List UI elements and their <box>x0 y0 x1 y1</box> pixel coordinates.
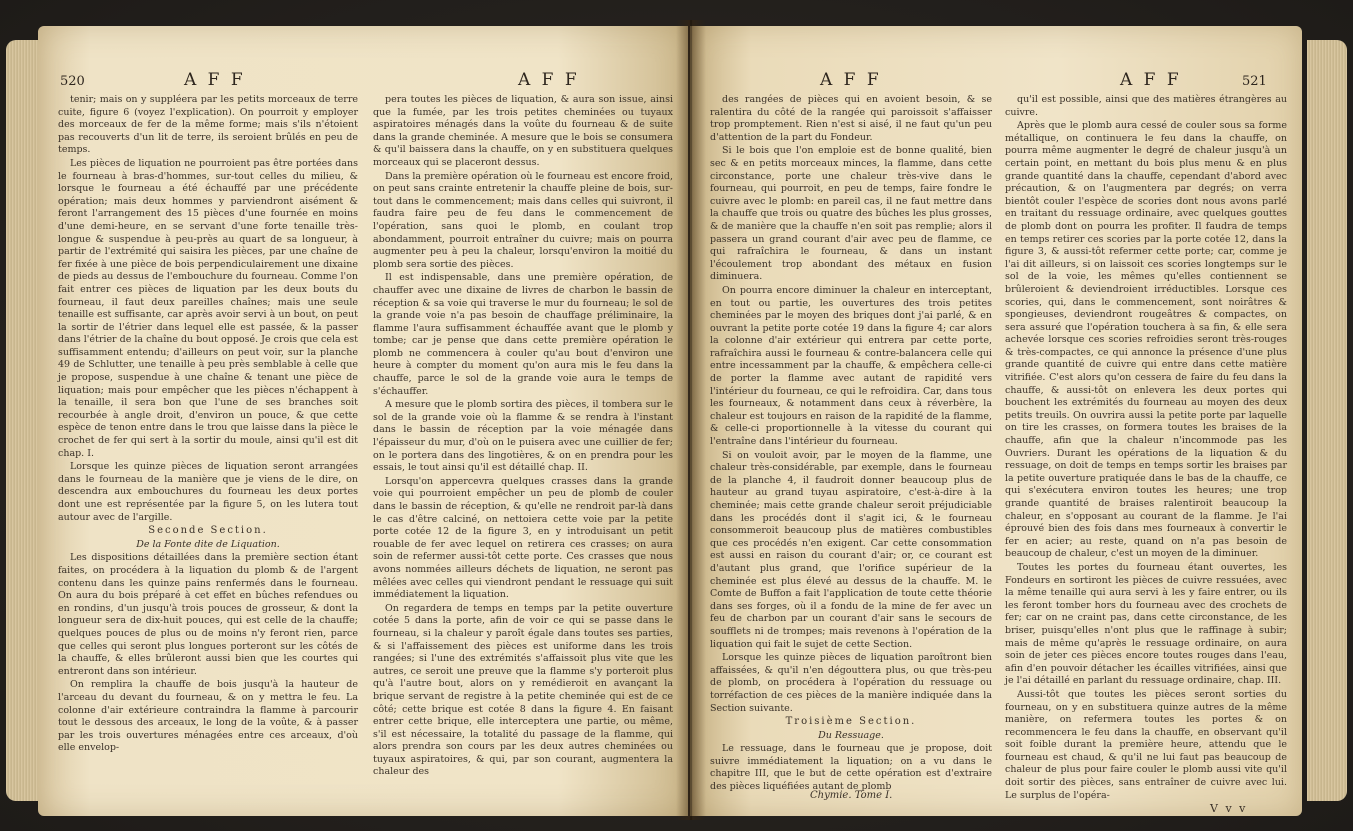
paragraph: Les pièces de liquation ne pourroient pas être portées dans le fourneau à bras-d'hommes, sur-tout celles du milieu, & lorsque le fourneau a été échauffé par une précédente opération; mais deux hommes y parviendront aisément & feront l'arrangement des 15 pièces d'une fournée en moins d'une demi-heure, en se servant d'une forte tenaille très-longue & suspendue à peu-près au quart de sa longueur, à partir de l'extrémité qui saisira les pièces, par une chaîne de fer fixée à une pièce de bois perpendiculairement une dixaine de pieds au dessus de l'embouchure du fourneau. Comme l'on fait entrer ces pièces de liquation par les deux bouts du fourneau, il faut deux pareilles chaînes; mais une seule tenaille est suffisante, car après avoir servi à un bout, on peut la sortir de l'étrier dans lequel elle est passée, & la passer dans l'étrier de la chaîne du bout opposé. Je crois que cela est suffisamment entendu; d'ailleurs on peut voir, sur la planche 49 de Schlutter, une tenaille à peu près semblable à celle que je propose, suspendue à une chaîne & tenant une pièce de liquation; mais pour empêcher que les pièces n'échappent à la tenaille, il sera bon que l'une de ses branches soit recourbée à angle droit, d'environ un pouce, & que cette espèce de tenon entre dans le trou que laisse dans la pièce le crochet de fer qui sert à la sortir du moule, ainsi qu'il est dit chap. I. <box>58 157 358 459</box>
left-page <box>38 26 688 816</box>
paragraph: tenir; mais on y suppléera par les petits morceaux de terre cuite, figure 6 (voyez l'explication). On pourroit y employer des morceaux de fer de la même forme; mais s'ils n'étoient pas recouverts d'un lit de terre, ils seroient brûlés en peu de temps. <box>58 94 358 156</box>
running-head: A F F <box>820 70 882 90</box>
paragraph: Si le bois que l'on emploie est de bonne qualité, bien sec & en petits morceaux minces, la flamme, dans cette circonstance, porte une chaleur très-vive dans le fourneau, qui pourroit, en peu de temps, faire fondre le cuivre avec le plomb: en pareil cas, il ne faut mettre dans la chauffe que trois ou quatre des bûches les plus grosses, & de manière que la chauffe n'en soit pas remplie; alors il passera un grand courant d'air avec peu de flamme, ce qui rafraîchira le fourneau, & dans un instant l'écoulement trop abondant des métaux en fusion diminuera. <box>710 145 992 283</box>
right-page <box>690 26 1302 816</box>
paragraph: On regardera de temps en temps par la petite ouverture cotée 5 dans la porte, afin de voir ce qui se passe dans le fourneau, si la chaleur y paroît égale dans toutes ses parties, & si l'affaissement des pièces est uniforme dans les trois rangées; si l'une des extrémités s'affaissoit plus vite que les autres, ce seroit une preuve que la flamme s'y porteroit plus qu'à l'autre bout, alors on y remédieroit en avançant la brique servant de registre à la petite cheminée qui est de ce côté; cette brique est cotée 8 dans la figure 4. En faisant entrer cette brique, elle interceptera une partie, ou même, s'il est nécessaire, la totalité du passage de la flamme, qui alors prendra son cours par les deux autres cheminées ou tuyaux aspiratoires, & qui, par son courant, augmentera la chaleur des <box>373 602 673 778</box>
paragraph: Lorsque les quinze pièces de liquation paroîtront bien affaissées, & qu'il n'en dégouttera plus, ou que très-peu de plomb, on procédera à l'opération du ressuage ou torréfaction de ces pièces de la manière indiquée dans la Section suivante. <box>710 652 992 714</box>
paragraph: Dans la première opération où le fourneau est encore froid, on peut sans crainte entretenir la chauffe pleine de bois, sur-tout dans le commencement; mais dans celles qui suivront, il faudra faire peu de feu dans le commencement de l'opération, sans quoi le plomb, en coulant trop abondamment, pourroit entraîner du cuivre; mais on pourra augmenter peu à peu la chaleur, lorsqu'environ la moitié du plomb sera sortie des pièces. <box>373 170 673 270</box>
left-page-column-2 <box>373 94 673 799</box>
section-title: Seconde Section. <box>148 525 268 537</box>
paragraph: Lorsqu'on appercevra quelques crasses dans la grande voie qui pourroient empêcher un peu de plomb de couler dans le bassin de réception, & qu'elle ne rendroit par-là dans le cas d'être calciné, on nettoiera cette voie par la petite porte cotée 12 de la figure 3, en y introduisant un petit rouable de fer avec lequel on retirera ces crasses; on aura soin de refermer aussi-tôt cette porte. Ces crasses que nous avons nommées ailleurs déchets de liquation, ne seront pas mêlées avec celles qui viendront pendant le ressuage qui suit immédiatement la liquation. <box>373 475 673 601</box>
page-number: 520 <box>60 74 85 89</box>
section-title: Troisième Section. <box>785 716 917 728</box>
footer-title: Chymie. Tome I. <box>810 790 893 801</box>
paragraph: Le ressuage, dans le fourneau que je propose, doit suivre immédiatement la liquation; on a vu dans le chapitre III, que le but de cette opération est d'extraire des pièces liquéfiées autant de plomb <box>710 743 992 793</box>
right-page-column-2 <box>1005 94 1287 799</box>
paragraph: qu'il est possible, ainsi que des matières étrangères au cuivre. <box>1005 94 1287 118</box>
paragraph: On remplira la chauffe de bois jusqu'à la hauteur de l'arceau du devant du fourneau, & on y mettra le feu. La colonne d'air extérieure contraindra la flamme à parcourir tout le dessous des arceaux, le long de la voûte, & à passer par les trois ouvertures ménagées entre ces arceaux, d'où elle envelop- <box>58 679 358 754</box>
paragraph: A mesure que le plomb sortira des pièces, il tombera sur le sol de la grande voie où la flamme & se rendra à l'instant dans le bassin de réception par la voie ménagée dans l'épaisseur du mur, d'où on le puisera avec une cuillier de fer; on le portera dans des lingotières, & on en prendra pour les essais, le tout ainsi qu'il est détaillé chap. II. <box>373 399 673 474</box>
paragraph: On pourra encore diminuer la chaleur en interceptant, en tout ou partie, les ouvertures des trois petites cheminées par le moyen des briques dont j'ai parlé, & en ouvrant la petite porte cotée 19 dans la figure 4; car alors la colonne d'air extérieur qui entrera par cette porte, rafraîchira aussi le fourneau & contre-balancera celle qui entre incessamment par la chauffe, & empêchera celle-ci de porter la flamme avec autant de rapidité vers l'intérieur du fourneau, ce qui le refroidira. Car, dans tous les fourneaux, & notamment dans ceux à réverbère, la chaleur est toujours en raison de la rapidité de la flamme, & celle-ci proportionnelle à la vitesse du courant qui l'entraîne dans l'intérieur du fourneau. <box>710 284 992 448</box>
paragraph: Lorsque les quinze pièces de liquation seront arrangées dans le fourneau de la manière que je viens de le dire, on descendra aux embouchures du fourneau les deux portes dont une est représentée par la figure 5, on les lutera tout autour avec de l'argille. <box>58 461 358 523</box>
paragraph: Aussi-tôt que toutes les pièces seront sorties du fourneau, on y en substituera quinze autres de la même manière, on refermera toutes les portes & on recommencera le feu dans la chauffe, en observant qu'il soit foible durant la première heure, attendu que le fourneau est chaud, & qu'il ne lui faut pas beaucoup de chaleur de plus pour faire couler le plomb aussi vite qu'il doit sortir des pièces, sans entraîner de cuivre avec lui. Le surplus de l'opéra- <box>1005 688 1287 801</box>
running-head: A F F <box>1120 70 1182 90</box>
section-subtitle: De la Fonte dite de Liquation. <box>136 538 280 550</box>
paragraph: Après que le plomb aura cessé de couler sous sa forme métallique, on continuera le feu dans la chauffe, on pourra même augmenter le degré de chaleur jusqu'à un certain point, en mettant du bois plus menu & en plus grande quantité dans la chauffe, cependant d'abord avec précaution, & on l'augmentera par degrés; on verra bientôt couler l'espèce de scories dont nous avons parlé en traitant du ressuage ordinaire, avec quelques gouttes de plomb dont on pourra les profiter. Il faudra de temps en temps retirer ces scories par la porte cotée 12, dans la figure 3, & aussi-tôt refermer cette porte; car, comme je l'ai dit ailleurs, si on laissoit ces scories longtemps sur le sol de la voie, les mêmes qu'elles contiennent se brûleroient & deviendroient irréductibles. Lorsque ces scories, qui, dans le commencement, sont noirâtres & spongieuses, deviendront rougeâtres & compactes, on sera assuré que l'opération touchera à sa fin, & elle sera achevée lorsque ces scories refroidies seront très-rouges & très-compactes, ce qui annonce la présence d'une plus grande quantité de cuivre qui entre dans cette matière vitrifiée. C'est alors qu'on cessera de faire du feu dans la chauffe, & aussi-tôt on enlevera les deux portes qui bouchent les extrémités du fourneau au moyen des deux petits treuils. On ouvrira aussi la petite porte par laquelle on tire les crasses, on formera toutes les braises de la chauffe, afin que la chaleur n'incommode pas les Ouvriers. Durant les opérations de la liquation & du ressuage, on doit de temps en temps sortir les braises par la petite ouverture pratiquée dans le bas de la chauffe, ce qui s'exécutera environ toutes les heures; une trop grande quantité de braises ralentiroit beaucoup la chaleur, en s'opposant au courant de la flamme. Je l'ai éprouvé bien des fois dans mes fourneaux à convertir le fer en acier; au reste, quand on n'a pas besoin de beaucoup de chaleur, c'est un moyen de la diminuer. <box>1005 120 1287 560</box>
right-page-column-1 <box>710 94 992 793</box>
book-gutter <box>676 20 706 820</box>
paragraph: Il est indispensable, dans une première opération, de chauffer avec une dixaine de livres de charbon le bassin de réception & sa voie qui traverse le mur du fourneau; le sol de la grande voie n'a pas besoin de chauffage préliminaire, la flamme l'aura suffisamment échauffée avant que le plomb y tombe; car je pense que dans cette première opération le plomb ne commencera à couler qu'au bout d'environ une heure à compter du moment qu'on aura mis le feu dans la chauffe, parce le sol de la grande voie aura le temps de s'échauffer. <box>373 272 673 397</box>
right-page-edges <box>1307 40 1347 801</box>
paragraph: Toutes les portes du fourneau étant ouvertes, les Fondeurs en sortiront les pièces de cuivre ressuées, avec la même tenaille qui aura servi à les y faire entrer, ou ils les feront tomber hors du fourneau avec des crochets de fer; car on ne craint pas, dans cette circonstance, de les briser, puisqu'elles n'ont plus que le raffinage à subir; mais de même qu'après le ressuage ordinaire, on aura soin de jeter ces pièces encore toutes rouges dans l'eau, afin d'en pouvoir détacher les écailles vitrifiées, ainsi que je l'ai détaillé en parlant du ressuage ordinaire, chap. III. <box>1005 561 1287 687</box>
signature-mark: V v v <box>1210 802 1248 815</box>
paragraph: Les dispositions détaillées dans la première section étant faites, on procédera à la liquation du plomb & de l'argent contenu dans les quinze pains renfermés dans le fourneau. On aura du bois préparé à cet effet en bûches refendues ou en rondins, d'un jusqu'à trois pouces de grosseur, & dont la longueur sera de dix-huit pouces, qui est celle de la chauffe; quelques pouces de plus ou de moins n'y feront rien, parce que celles qui seront plus longues porteront sur les côtés de la chauffe, & elles brûleront aussi bien que les courtes qui entreront dans son intérieur. <box>58 552 358 677</box>
paragraph: pera toutes les pièces de liquation, & aura son issue, ainsi que la fumée, par les trois petites cheminées ou tuyaux aspiratoires ménagés dans la voûte du fourneau & de suite dans la grande cheminée. A mesure que le bois se consumera & qu'il baissera dans la chauffe, on y en substituera quelques morceaux qui se placeront dessus. <box>373 94 673 168</box>
paragraph: des rangées de pièces qui en avoient besoin, & se ralentira du côté de la rangée qui paroissoit s'affaisser trop promptement. Rien n'est si aisé, il ne faut qu'un peu d'attention de la part du Fondeur. <box>710 94 992 143</box>
paragraph: Si on vouloit avoir, par le moyen de la flamme, une chaleur très-considérable, par exemple, dans le fourneau de la planche 4, il faudroit donner beaucoup plus de hauteur au grand tuyau aspiratoire, c'est-à-dire à la cheminée; mais cette grande chaleur seroit préjudiciable dans les procédés dont il s'agit ici, & le fourneau consommeroit beaucoup plus de matières combustibles que ces procédés n'en exigent. Car cette consommation est aussi en raison du courant d'air; or, ce courant est d'autant plus grand, que l'orifice supérieur de la cheminée est plus élevé au dessus de la chauffe. M. le Comte de Buffon a fait l'application de toute cette théorie dans ses forges, où il a fondu de la mine de fer avec un feu de charbon par un courant d'air sans le secours de soufflets ni de trompes; mais revenons à l'opération de la liquation qui fait le sujet de cette Section. <box>710 449 992 650</box>
running-head: A F F <box>518 70 580 90</box>
page-number: 521 <box>1242 74 1267 89</box>
left-page-column-1 <box>58 94 358 799</box>
running-head: A F F <box>184 70 246 90</box>
left-page-edges <box>6 40 40 801</box>
section-subtitle: Du Ressuage. <box>818 729 884 741</box>
